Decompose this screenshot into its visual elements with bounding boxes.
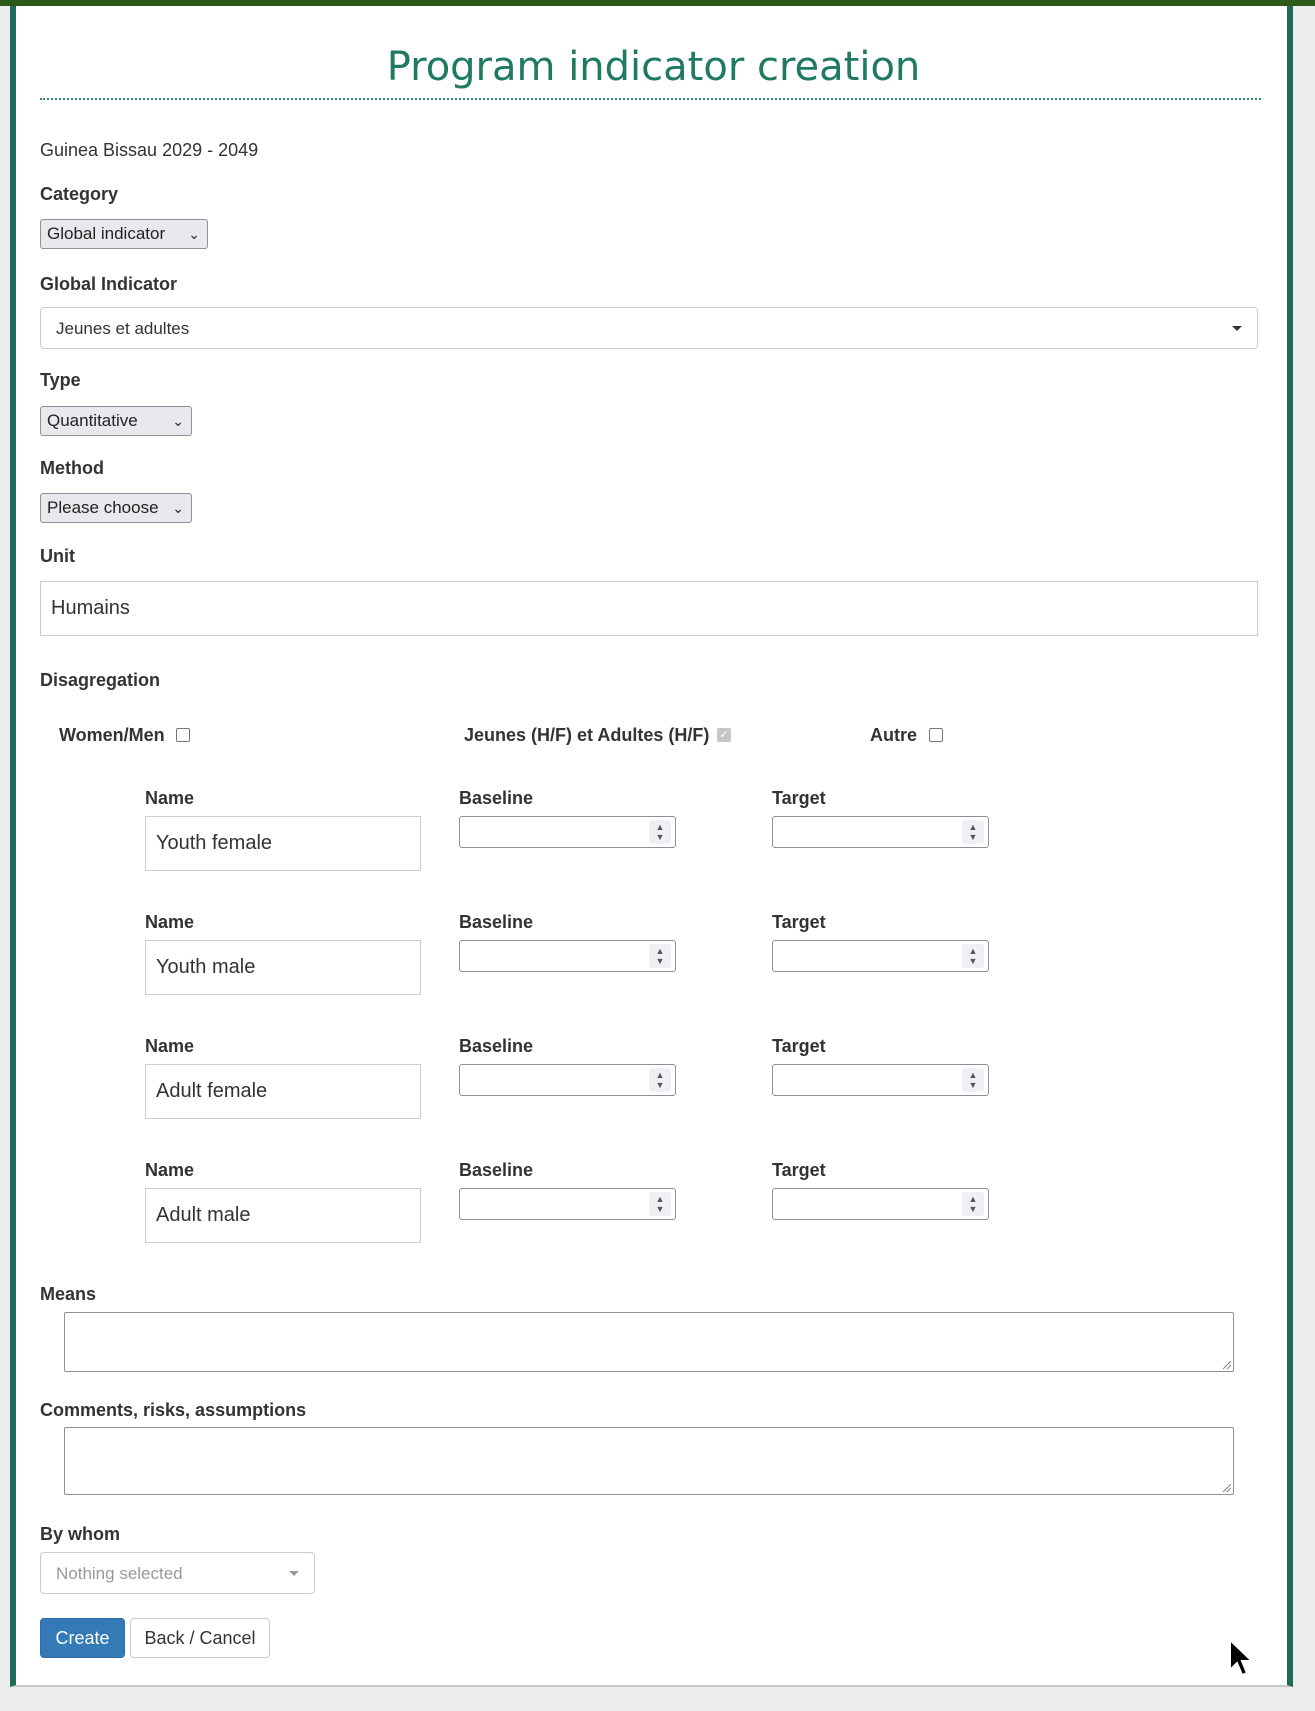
target-input[interactable] xyxy=(772,816,989,848)
spinner-icon[interactable]: ▲ ▼ xyxy=(962,820,984,844)
category-select[interactable] xyxy=(40,219,208,249)
row-name-label: Name xyxy=(145,1160,195,1180)
unit-input-value: Humains xyxy=(51,597,130,619)
disaggregation-name-value: Youth male xyxy=(156,956,256,978)
means-textarea[interactable] xyxy=(64,1312,1234,1372)
disaggregation-youth-adults-checkbox[interactable]: ✓ xyxy=(717,728,731,742)
method-select[interactable] xyxy=(40,493,192,523)
disaggregation-label: Disagregation xyxy=(40,670,161,690)
by-whom-placeholder: Nothing selected xyxy=(56,1564,183,1583)
baseline-input[interactable] xyxy=(459,816,676,848)
row-baseline-label: Baseline xyxy=(459,912,534,932)
chevron-down-icon: ⌄ xyxy=(188,226,200,242)
row-baseline-label: Baseline xyxy=(459,1036,534,1056)
disaggregation-name-input[interactable] xyxy=(145,816,421,871)
chevron-down-icon: ⌄ xyxy=(172,500,184,516)
global-indicator-value: Jeunes et adultes xyxy=(56,319,190,338)
category-label: Category xyxy=(40,184,119,204)
disaggregation-women-men-label: Women/Men xyxy=(59,725,165,745)
baseline-input[interactable] xyxy=(459,1064,676,1096)
spinner-icon[interactable]: ▲ ▼ xyxy=(962,1068,984,1092)
global-indicator-label: Global Indicator xyxy=(40,274,178,294)
disaggregation-autre-checkbox[interactable] xyxy=(929,728,943,742)
method-select-value: Please choose xyxy=(47,498,159,517)
spinner-icon[interactable]: ▲ ▼ xyxy=(649,944,671,968)
disaggregation-name-value: Adult female xyxy=(156,1080,268,1102)
disaggregation-women-men-checkbox[interactable] xyxy=(176,728,190,742)
spinner-icon[interactable]: ▲ ▼ xyxy=(962,1192,984,1216)
caret-down-icon xyxy=(289,1571,299,1576)
by-whom-label: By whom xyxy=(40,1524,121,1544)
spinner-icon[interactable]: ▲ ▼ xyxy=(649,820,671,844)
mouse-cursor-icon xyxy=(1228,1638,1254,1678)
row-baseline-label: Baseline xyxy=(459,788,534,808)
disaggregation-name-value: Adult male xyxy=(156,1204,251,1226)
spinner-icon[interactable]: ▲ ▼ xyxy=(649,1192,671,1216)
page-title: Program indicator creation xyxy=(386,44,921,90)
disaggregation-autre-label: Autre xyxy=(870,725,918,745)
disaggregation-name-input[interactable] xyxy=(145,940,421,995)
row-target-label: Target xyxy=(772,912,826,932)
resize-handle-icon[interactable] xyxy=(1223,1484,1231,1492)
main-panel xyxy=(10,6,1293,1687)
title-divider xyxy=(40,98,1261,100)
row-target-label: Target xyxy=(772,1160,826,1180)
row-name-label: Name xyxy=(145,788,195,808)
global-indicator-select[interactable] xyxy=(40,307,1258,349)
row-baseline-label: Baseline xyxy=(459,1160,534,1180)
unit-input[interactable] xyxy=(40,581,1258,636)
comments-textarea[interactable] xyxy=(64,1427,1234,1495)
unit-label: Unit xyxy=(40,546,75,566)
row-name-label: Name xyxy=(145,1036,195,1056)
spinner-icon[interactable]: ▲ ▼ xyxy=(962,944,984,968)
by-whom-select[interactable] xyxy=(40,1552,315,1594)
program-name: Guinea Bissau 2029 - 2049 xyxy=(40,140,259,160)
row-target-label: Target xyxy=(772,788,826,808)
target-input[interactable] xyxy=(772,1188,989,1220)
target-input[interactable] xyxy=(772,940,989,972)
row-name-label: Name xyxy=(145,912,195,932)
comments-label: Comments, risks, assumptions xyxy=(40,1400,307,1420)
target-input[interactable] xyxy=(772,1064,989,1096)
type-select-value: Quantitative xyxy=(47,411,138,430)
type-select[interactable] xyxy=(40,406,192,436)
cancel-button[interactable]: Back / Cancel xyxy=(130,1618,270,1658)
category-select-value: Global indicator xyxy=(47,224,166,243)
chevron-down-icon: ⌄ xyxy=(172,413,184,429)
baseline-input[interactable] xyxy=(459,940,676,972)
row-target-label: Target xyxy=(772,1036,826,1056)
method-label: Method xyxy=(40,458,104,478)
resize-handle-icon[interactable] xyxy=(1223,1361,1231,1369)
create-button[interactable]: Create xyxy=(40,1618,125,1658)
type-label: Type xyxy=(40,370,81,390)
spinner-icon[interactable]: ▲ ▼ xyxy=(649,1068,671,1092)
means-label: Means xyxy=(40,1284,97,1304)
disaggregation-name-input[interactable] xyxy=(145,1064,421,1119)
disaggregation-name-input[interactable] xyxy=(145,1188,421,1243)
disaggregation-name-value: Youth female xyxy=(156,832,273,854)
baseline-input[interactable] xyxy=(459,1188,676,1220)
disaggregation-youth-adults-label: Jeunes (H/F) et Adultes (H/F) xyxy=(464,725,710,745)
caret-down-icon xyxy=(1232,326,1242,331)
